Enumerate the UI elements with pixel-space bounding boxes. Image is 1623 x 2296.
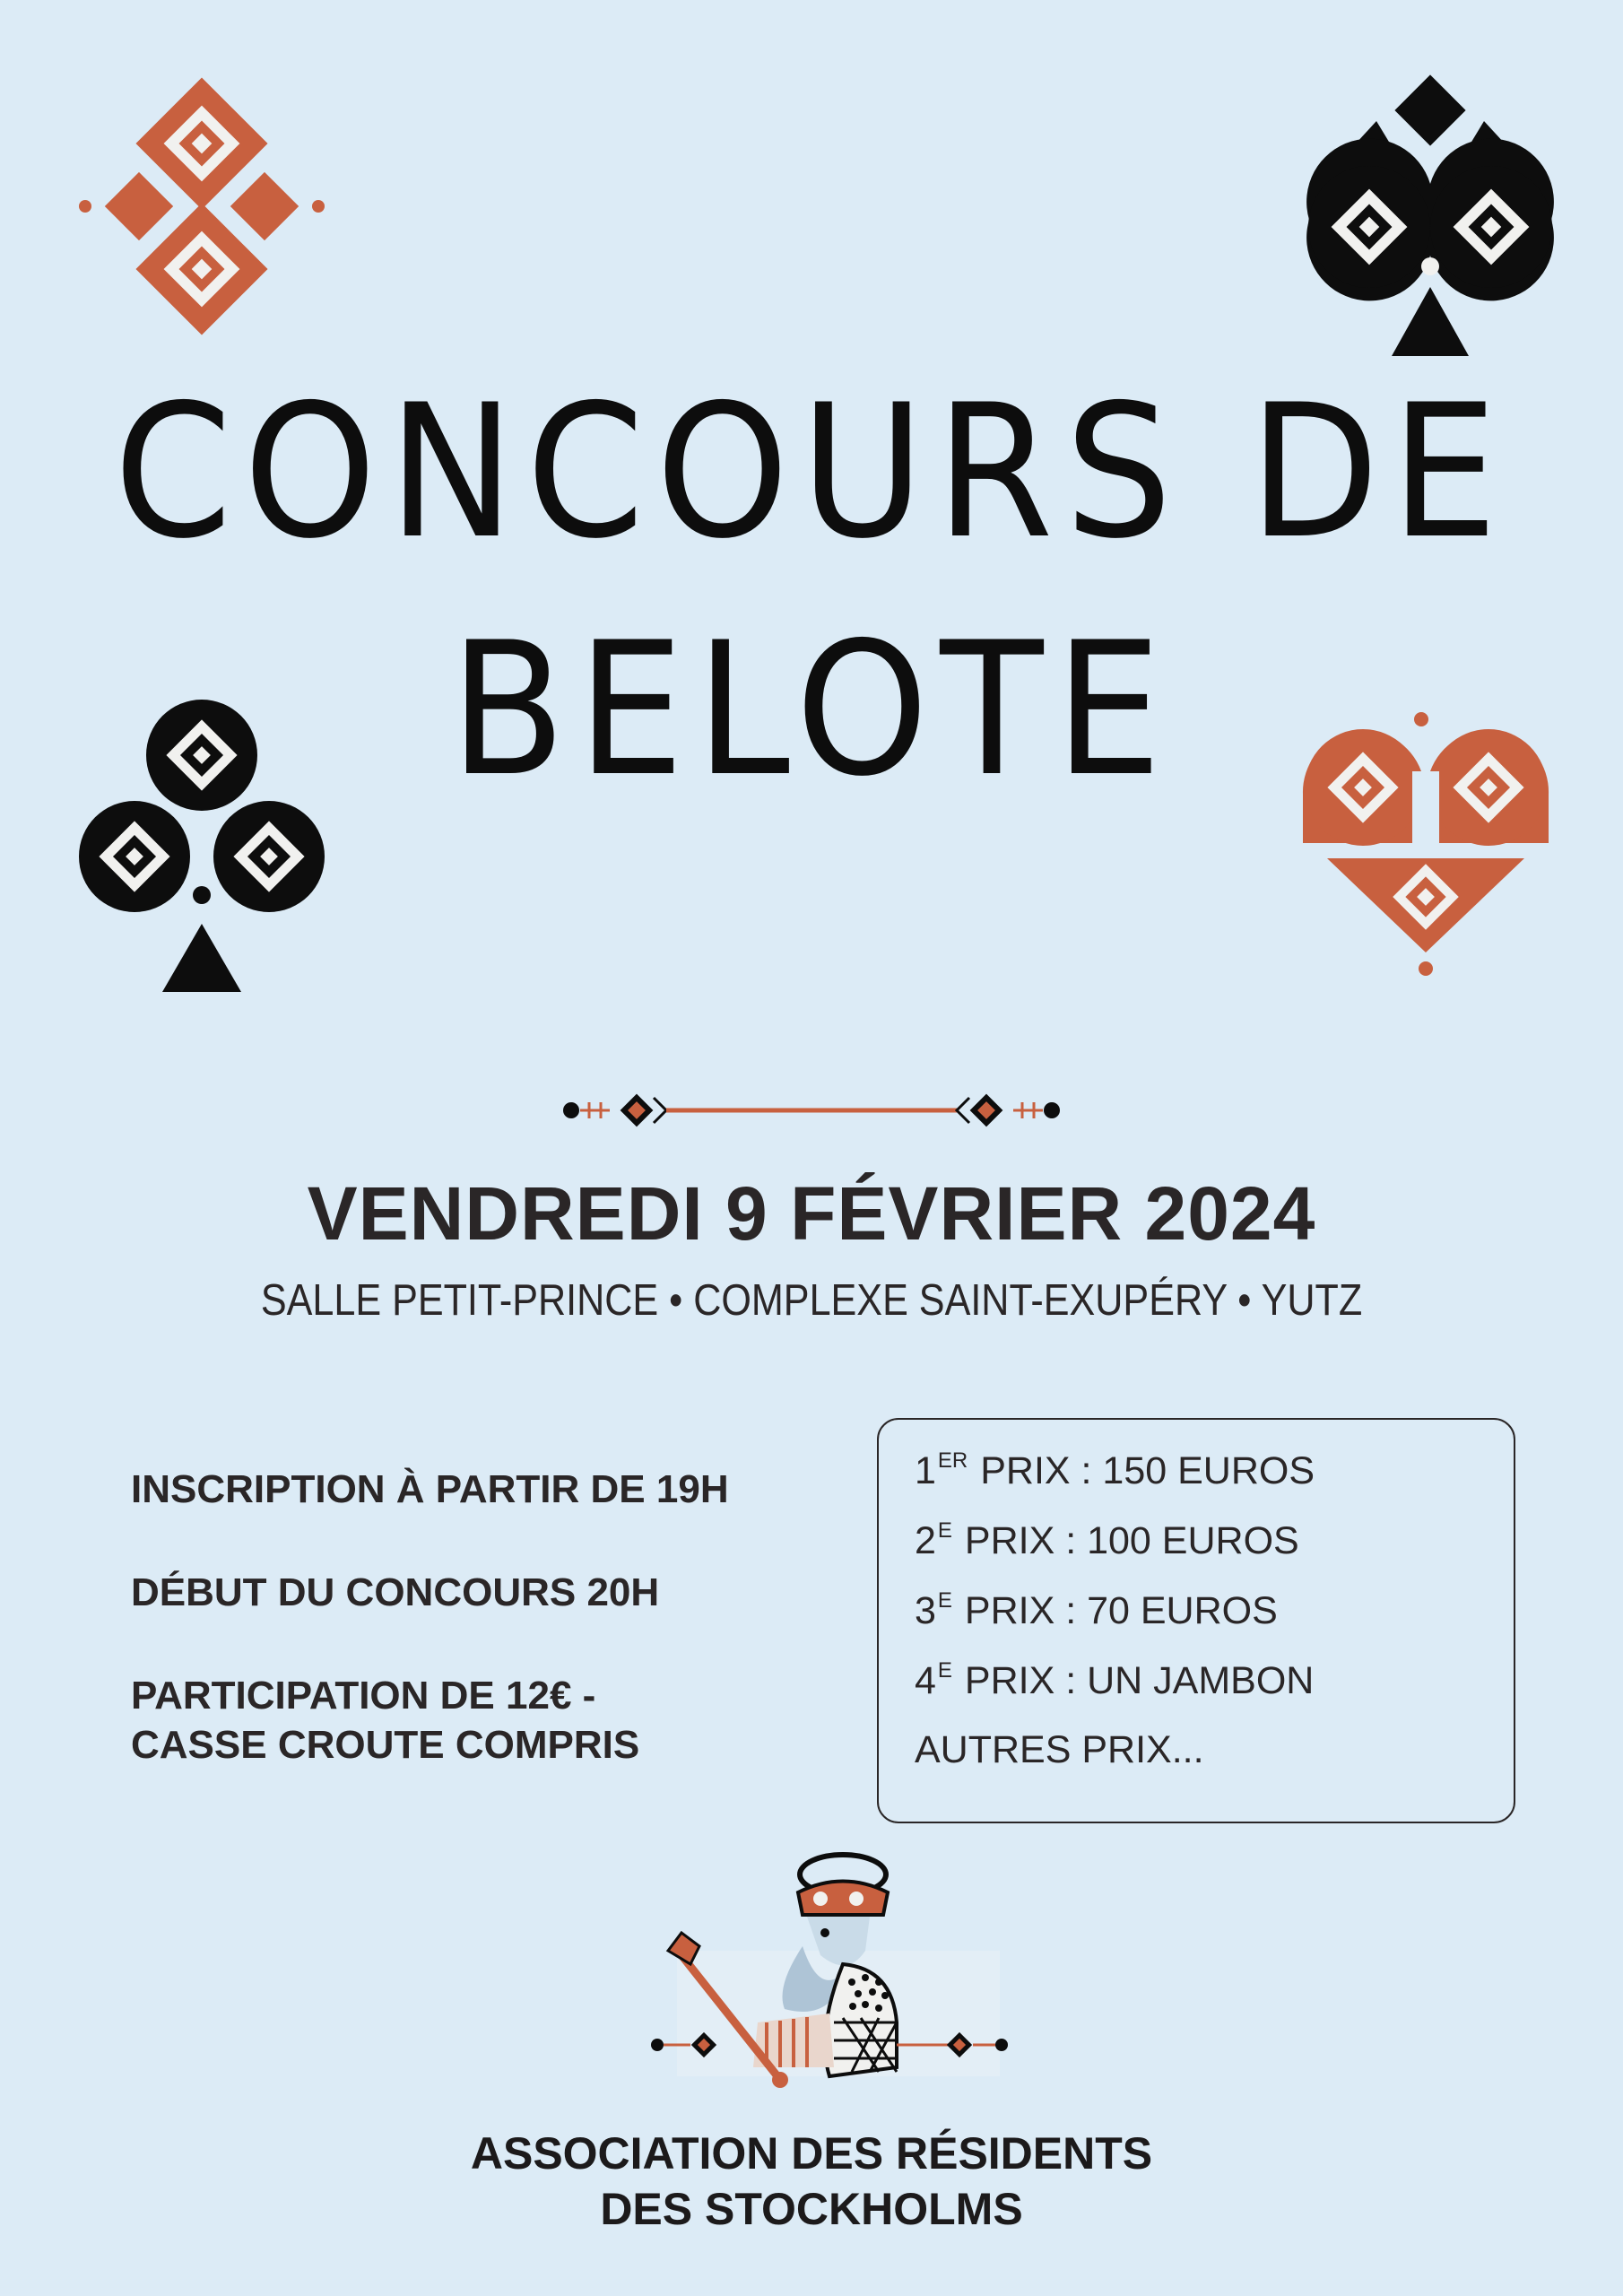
- association-name-line-2: DES STOCKHOLMS: [600, 2184, 1023, 2234]
- association-name-line-1: ASSOCIATION DES RÉSIDENTS: [470, 2128, 1153, 2179]
- title-line-1: CONCOURS DE: [113, 366, 1510, 579]
- ornament-divider-icon: [560, 1092, 1063, 1132]
- participation-fee: [131, 1671, 848, 1770]
- prize-item: $4^E$ PRIX : UN JAMBON: [915, 1658, 1315, 1702]
- event-venue: SALLE PETIT-PRINCE • COMPLEXE SAINT-EXUPÉRY • YUTZ: [260, 1276, 1363, 1325]
- heart-icon: [1296, 709, 1556, 978]
- contest-start-time: DÉBUT DU CONCOURS 20H: [131, 1570, 660, 1614]
- event-date: VENDREDI 9 FÉVRIER 2024: [307, 1171, 1316, 1256]
- registration-time: INSCRIPTION À PARTIR DE 19H: [131, 1467, 729, 1511]
- prize-item: $2^E$ PRIX : 100 EUROS: [915, 1518, 1299, 1562]
- prize-item: 1ER PRIX : 150 EUROS: [915, 1448, 1315, 1492]
- participation-fee-line-1: PARTICIPATION DE 12€ -: [131, 1674, 596, 1718]
- title-line-2: BELOTE: [449, 604, 1174, 817]
- participation-fee-line-2: CASSE CROUTE COMPRIS: [131, 1723, 640, 1767]
- spade-icon: [1305, 67, 1556, 363]
- prize-item: $3^E$ PRIX : 70 EUROS: [915, 1588, 1278, 1632]
- club-icon: [76, 700, 327, 996]
- prize-list-box: [877, 1418, 1515, 1823]
- king-figure-icon: [641, 1843, 1018, 2098]
- prize-item-other: AUTRES PRIX...: [915, 1728, 1204, 1771]
- diamond-icon: [76, 76, 327, 336]
